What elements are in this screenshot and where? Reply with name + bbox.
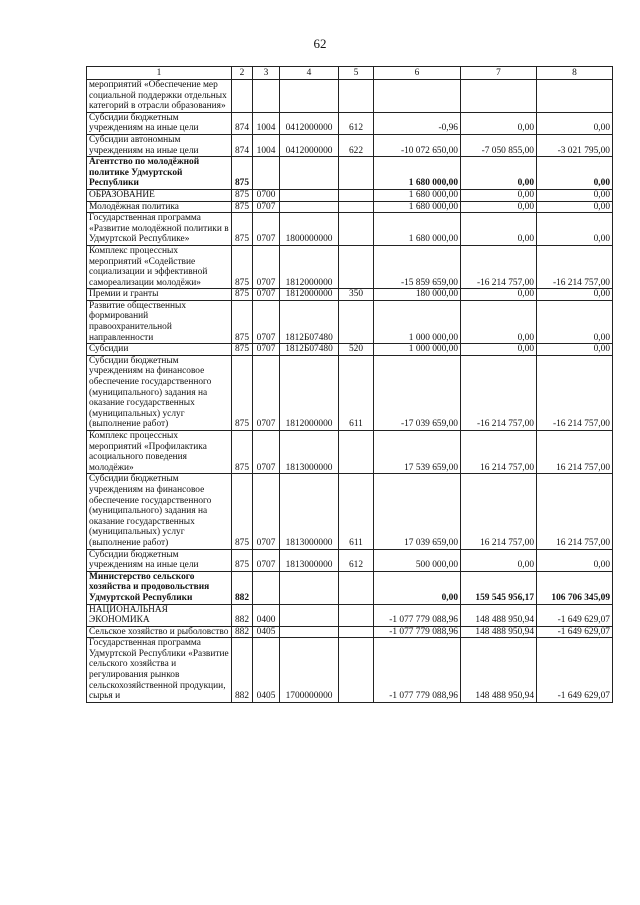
ministry-code-cell: 882 xyxy=(232,626,253,638)
amount-year3-cell: -16 214 757,00 xyxy=(537,245,613,288)
row-name-cell: Сельское хозяйство и рыболовство xyxy=(87,626,232,638)
ministry-code-cell: 874 xyxy=(232,134,253,156)
table-row xyxy=(87,201,613,213)
expense-type-cell: 350 xyxy=(339,289,374,301)
row-name-cell: Агентство по молодёжной политике Удмуртской Республики xyxy=(87,157,232,190)
amount-year2-cell: -16 214 757,00 xyxy=(461,355,537,430)
ministry-code-cell: 882 xyxy=(232,638,253,703)
section-code-cell: 0707 xyxy=(253,300,280,343)
amount-year3-cell: 16 214 757,00 xyxy=(537,474,613,549)
table-row xyxy=(87,245,613,288)
table-row xyxy=(87,213,613,246)
amount-year3-cell: 0,00 xyxy=(537,289,613,301)
section-code-cell: 0405 xyxy=(253,638,280,703)
section-code-cell: 0405 xyxy=(253,626,280,638)
amount-year1-cell: 1 000 000,00 xyxy=(374,344,461,356)
ministry-code-cell: 875 xyxy=(232,431,253,474)
amount-year3-cell xyxy=(537,80,613,113)
table-row xyxy=(87,300,613,343)
target-article-cell: 1812000000 xyxy=(280,245,339,288)
amount-year1-cell: -0,96 xyxy=(374,112,461,134)
target-article-cell xyxy=(280,626,339,638)
target-article-cell xyxy=(280,201,339,213)
amount-year1-cell: 17 539 659,00 xyxy=(374,431,461,474)
amount-year1-cell: 1 680 000,00 xyxy=(374,213,461,246)
ministry-code-cell: 875 xyxy=(232,245,253,288)
target-article-cell: 1700000000 xyxy=(280,638,339,703)
row-name-cell: Комплекс процессных мероприятий «Содействие социализации и эффективной самореализации молодёжи» xyxy=(87,245,232,288)
table-row xyxy=(87,80,613,113)
amount-year2-cell: -16 214 757,00 xyxy=(461,245,537,288)
amount-year1-cell: 1 680 000,00 xyxy=(374,189,461,201)
section-code-cell: 0707 xyxy=(253,431,280,474)
section-code-cell: 0707 xyxy=(253,289,280,301)
amount-year2-cell: 0,00 xyxy=(461,300,537,343)
amount-year2-cell: 0,00 xyxy=(461,289,537,301)
table-row xyxy=(87,289,613,301)
amount-year3-cell: -1 649 629,07 xyxy=(537,626,613,638)
ministry-code-cell xyxy=(232,80,253,113)
ministry-code-cell: 875 xyxy=(232,300,253,343)
row-name-cell: Субсидии автономным учреждениям на иные цели xyxy=(87,134,232,156)
target-article-cell: 1812000000 xyxy=(280,355,339,430)
amount-year2-cell: 148 488 950,94 xyxy=(461,626,537,638)
amount-year2-cell: -7 050 855,00 xyxy=(461,134,537,156)
section-code-cell: 0707 xyxy=(253,245,280,288)
table-row xyxy=(87,355,613,430)
table-row xyxy=(87,112,613,134)
target-article-cell: 1800000000 xyxy=(280,213,339,246)
amount-year3-cell: 0,00 xyxy=(537,201,613,213)
amount-year1-cell: -1 077 779 088,96 xyxy=(374,638,461,703)
target-article-cell: 1813000000 xyxy=(280,474,339,549)
section-code-cell: 0707 xyxy=(253,344,280,356)
section-code-cell xyxy=(253,157,280,190)
section-code-cell: 0707 xyxy=(253,549,280,571)
row-name-cell: Премии и гранты xyxy=(87,289,232,301)
budget-table xyxy=(86,66,613,703)
row-name-cell: Развитие общественных формирований правоохранительной направленности xyxy=(87,300,232,343)
row-name-cell: Субсидии бюджетным учреждениям на финансовое обеспечение государственного (муниципального) задания на оказание государственных (муниципальных) услуг (выполнение работ) xyxy=(87,474,232,549)
row-name-cell: Субсидии бюджетным учреждениям на иные цели xyxy=(87,549,232,571)
ministry-code-cell: 875 xyxy=(232,213,253,246)
table-row xyxy=(87,189,613,201)
expense-type-cell xyxy=(339,571,374,604)
row-name-cell: мероприятий «Обеспечение мер социальной поддержки отдельных категорий в отрасли образования» xyxy=(87,80,232,113)
amount-year3-cell: -1 649 629,07 xyxy=(537,604,613,626)
target-article-cell: 1812Б07480 xyxy=(280,344,339,356)
amount-year2-cell: 16 214 757,00 xyxy=(461,474,537,549)
section-code-cell: 0707 xyxy=(253,201,280,213)
target-article-cell: 0412000000 xyxy=(280,112,339,134)
section-code-cell: 1004 xyxy=(253,134,280,156)
amount-year2-cell: 0,00 xyxy=(461,112,537,134)
table-row xyxy=(87,157,613,190)
table-row xyxy=(87,638,613,703)
amount-year1-cell: -17 039 659,00 xyxy=(374,355,461,430)
expense-type-cell xyxy=(339,189,374,201)
amount-year3-cell: -3 021 795,00 xyxy=(537,134,613,156)
amount-year2-cell: 0,00 xyxy=(461,201,537,213)
row-name-cell: ОБРАЗОВАНИЕ xyxy=(87,189,232,201)
row-name-cell: Субсидии бюджетным учреждениям на иные цели xyxy=(87,112,232,134)
expense-type-cell xyxy=(339,604,374,626)
expense-type-cell xyxy=(339,300,374,343)
ministry-code-cell: 875 xyxy=(232,189,253,201)
section-code-cell: 0707 xyxy=(253,474,280,549)
page-number: 62 xyxy=(313,36,327,51)
amount-year1-cell: 500 000,00 xyxy=(374,549,461,571)
row-name-cell: НАЦИОНАЛЬНАЯ ЭКОНОМИКА xyxy=(87,604,232,626)
column-header: 2 xyxy=(232,67,253,80)
ministry-code-cell: 875 xyxy=(232,355,253,430)
amount-year1-cell: 1 680 000,00 xyxy=(374,157,461,190)
column-header: 4 xyxy=(280,67,339,80)
table-row xyxy=(87,134,613,156)
amount-year2-cell: 0,00 xyxy=(461,213,537,246)
target-article-cell xyxy=(280,189,339,201)
table-row xyxy=(87,604,613,626)
expense-type-cell xyxy=(339,245,374,288)
section-code-cell: 1004 xyxy=(253,112,280,134)
expense-type-cell xyxy=(339,201,374,213)
row-name-cell: Государственная программа «Развитие молодёжной политики в Удмуртской Республике» xyxy=(87,213,232,246)
table-row xyxy=(87,474,613,549)
row-name-cell: Молодёжная политика xyxy=(87,201,232,213)
amount-year3-cell: 0,00 xyxy=(537,157,613,190)
amount-year3-cell: 16 214 757,00 xyxy=(537,431,613,474)
ministry-code-cell: 874 xyxy=(232,112,253,134)
expense-type-cell xyxy=(339,80,374,113)
section-code-cell: 0707 xyxy=(253,355,280,430)
expense-type-cell: 612 xyxy=(339,112,374,134)
amount-year1-cell: 180 000,00 xyxy=(374,289,461,301)
column-header: 6 xyxy=(374,67,461,80)
target-article-cell xyxy=(280,571,339,604)
amount-year2-cell: 0,00 xyxy=(461,344,537,356)
ministry-code-cell: 875 xyxy=(232,157,253,190)
amount-year1-cell: 1 000 000,00 xyxy=(374,300,461,343)
column-header-row xyxy=(87,67,613,80)
section-code-cell: 0707 xyxy=(253,213,280,246)
expense-type-cell xyxy=(339,213,374,246)
amount-year2-cell: 0,00 xyxy=(461,189,537,201)
amount-year2-cell xyxy=(461,80,537,113)
amount-year2-cell: 0,00 xyxy=(461,549,537,571)
section-code-cell: 0400 xyxy=(253,604,280,626)
amount-year1-cell: -15 859 659,00 xyxy=(374,245,461,288)
target-article-cell: 1812Б07480 xyxy=(280,300,339,343)
target-article-cell: 1812000000 xyxy=(280,289,339,301)
expense-type-cell: 612 xyxy=(339,549,374,571)
amount-year3-cell: 0,00 xyxy=(537,213,613,246)
row-name-cell: Министерство сельского хозяйства и продовольствия Удмуртской Республики xyxy=(87,571,232,604)
row-name-cell: Комплекс процессных мероприятий «Профилактика асоциального поведения молодёжи» xyxy=(87,431,232,474)
table-row xyxy=(87,549,613,571)
column-header: 3 xyxy=(253,67,280,80)
amount-year3-cell: 0,00 xyxy=(537,549,613,571)
amount-year1-cell: 1 680 000,00 xyxy=(374,201,461,213)
expense-type-cell: 611 xyxy=(339,474,374,549)
section-code-cell: 0700 xyxy=(253,189,280,201)
expense-type-cell: 611 xyxy=(339,355,374,430)
amount-year3-cell: 0,00 xyxy=(537,112,613,134)
target-article-cell: 1813000000 xyxy=(280,431,339,474)
table-row xyxy=(87,626,613,638)
section-code-cell xyxy=(253,80,280,113)
table-row xyxy=(87,344,613,356)
amount-year3-cell: 0,00 xyxy=(537,189,613,201)
amount-year2-cell: 16 214 757,00 xyxy=(461,431,537,474)
ministry-code-cell: 882 xyxy=(232,604,253,626)
ministry-code-cell: 875 xyxy=(232,289,253,301)
target-article-cell xyxy=(280,604,339,626)
amount-year3-cell: 106 706 345,09 xyxy=(537,571,613,604)
target-article-cell: 1813000000 xyxy=(280,549,339,571)
expense-type-cell: 622 xyxy=(339,134,374,156)
ministry-code-cell: 875 xyxy=(232,344,253,356)
target-article-cell: 0412000000 xyxy=(280,134,339,156)
amount-year1-cell: -1 077 779 088,96 xyxy=(374,626,461,638)
target-article-cell xyxy=(280,157,339,190)
column-header: 5 xyxy=(339,67,374,80)
column-header: 7 xyxy=(461,67,537,80)
column-header: 8 xyxy=(537,67,613,80)
section-code-cell xyxy=(253,571,280,604)
column-header: 1 xyxy=(87,67,232,80)
amount-year2-cell: 0,00 xyxy=(461,157,537,190)
amount-year3-cell: 0,00 xyxy=(537,300,613,343)
table-row xyxy=(87,431,613,474)
amount-year2-cell: 159 545 956,17 xyxy=(461,571,537,604)
expense-type-cell xyxy=(339,626,374,638)
amount-year2-cell: 148 488 950,94 xyxy=(461,604,537,626)
row-name-cell: Субсидии xyxy=(87,344,232,356)
row-name-cell: Государственная программа Удмуртской Республики «Развитие сельского хозяйства и регулирования рынков сельскохозяйственной продукции, сырья и xyxy=(87,638,232,703)
amount-year1-cell xyxy=(374,80,461,113)
expense-type-cell xyxy=(339,157,374,190)
row-name-cell: Субсидии бюджетным учреждениям на финансовое обеспечение государственного (муниципального) задания на оказание государственных (муниципальных) услуг (выполнение работ) xyxy=(87,355,232,430)
amount-year1-cell: 0,00 xyxy=(374,571,461,604)
table-row xyxy=(87,571,613,604)
amount-year1-cell: -10 072 650,00 xyxy=(374,134,461,156)
amount-year2-cell: 148 488 950,94 xyxy=(461,638,537,703)
ministry-code-cell: 875 xyxy=(232,549,253,571)
target-article-cell xyxy=(280,80,339,113)
ministry-code-cell: 875 xyxy=(232,474,253,549)
amount-year3-cell: -16 214 757,00 xyxy=(537,355,613,430)
ministry-code-cell: 882 xyxy=(232,571,253,604)
expense-type-cell xyxy=(339,431,374,474)
ministry-code-cell: 875 xyxy=(232,201,253,213)
expense-type-cell: 520 xyxy=(339,344,374,356)
expense-type-cell xyxy=(339,638,374,703)
amount-year1-cell: -1 077 779 088,96 xyxy=(374,604,461,626)
amount-year3-cell: 0,00 xyxy=(537,344,613,356)
amount-year1-cell: 17 039 659,00 xyxy=(374,474,461,549)
amount-year3-cell: -1 649 629,07 xyxy=(537,638,613,703)
